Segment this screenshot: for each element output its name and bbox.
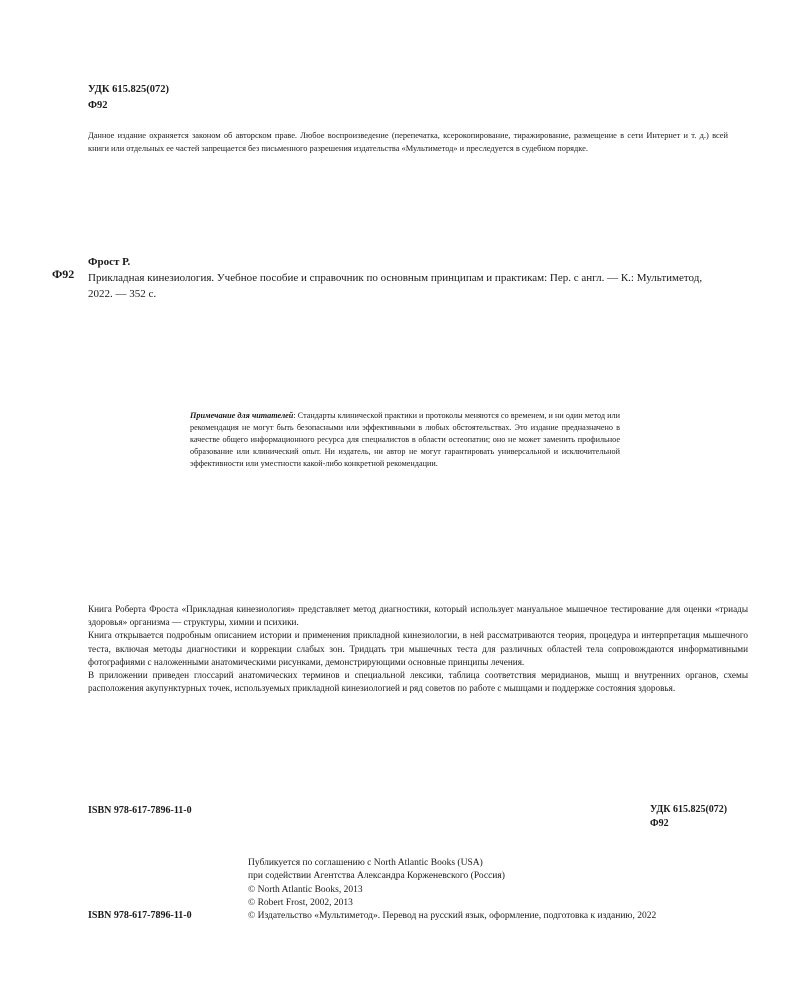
reader-note-label: Примечание для читателей [190, 411, 294, 420]
credit-line: © Robert Frost, 2002, 2013 [248, 897, 353, 908]
copyright-notice: Данное издание охраняется законом об авторском праве. Любое воспроизведение (перепечатка, ксерокопирование, тиражирование, размещение в сети Интернет и т. д.) всей книги или отдельных ее частей запрещается без письменного разрешения издательства «Мультиметод» и преследуется в судебном порядке. [88, 131, 728, 153]
bibliography-description: Прикладная кинезиология. Учебное пособие и справочник по основным принципам и практикам: Пер. с англ. — К.: Мультиметод, 2022. — 352 с. [88, 272, 703, 300]
bibliography-author: Фрост Р. [88, 256, 131, 268]
annotation-paragraph: Книга Роберта Фроста «Прикладная кинезиология» представляет метод диагностики, который использует мануальное мышечное тестирование для оценки «триады здоровья» организма — структуры, химии и психики. [88, 604, 748, 628]
annotation-paragraph: Книга открывается подробным описанием истории и применения прикладной кинезиологии, в ней рассматриваются теория, процедура и интерпретация мышечного теста, включая методы диагностики и коррекции слабых зон. Тридцать три мышечных теста для различных областей тела сопровождаются информативными фотографиями с наложенными анатомическими рисунками, демонстрирующими основные принципы лечения. [88, 630, 748, 667]
bibliography-entry [88, 254, 728, 302]
udk-code-bottom: УДК 615.825(072) [650, 804, 728, 815]
publication-credits [248, 857, 656, 923]
reader-note [190, 410, 620, 470]
credit-line: Публикуется по соглашению с North Atlantic Books (USA) [248, 858, 483, 868]
reader-note-text: : Стандарты клинической практики и протоколы меняются со временем, и ни один метод или рекомендация не могут быть безопасными или эффективными в любых обстоятельствах. Это издание предназначено в качестве общего информационного ресурса для специалистов в области остеопатии; оно не может заменить профильное образование или клинический опыт. Ни издатель, ни автор не могут гарантировать универсальной и исключительной эффективности или уместности какой-либо конкретной рекомендации. [190, 411, 620, 468]
annotation-paragraph: В приложении приведен глоссарий анатомических терминов и специальной лексики, таблица соответствия меридианов, мышц и внутренних органов, схемы расположения акупунктурных точек, используемых прикладной кинезиологией и ряд советов по работе с мышцами и поддержке состояния здоровья. [88, 670, 748, 694]
isbn-top: ISBN 978-617-7896-11-0 [88, 805, 192, 816]
library-code-bottom: Ф92 [650, 818, 669, 829]
isbn-bottom: ISBN 978-617-7896-11-0 [88, 910, 192, 921]
credit-line: © Издательство «Мультиметод». Перевод на русский язык, оформление, подготовка к изданию, 2022 [248, 911, 657, 922]
annotation [88, 603, 748, 695]
credit-line: при содействии Агентства Александра Корженевского (Россия) [248, 871, 505, 882]
udk-code-top: УДК 615.825(072) [88, 84, 169, 95]
credit-line: © North Atlantic Books, 2013 [248, 884, 363, 895]
library-code-top: Ф92 [88, 100, 108, 111]
udk-header [88, 82, 169, 114]
udk-footer [650, 803, 727, 831]
bibliography-code: Ф92 [52, 267, 75, 281]
